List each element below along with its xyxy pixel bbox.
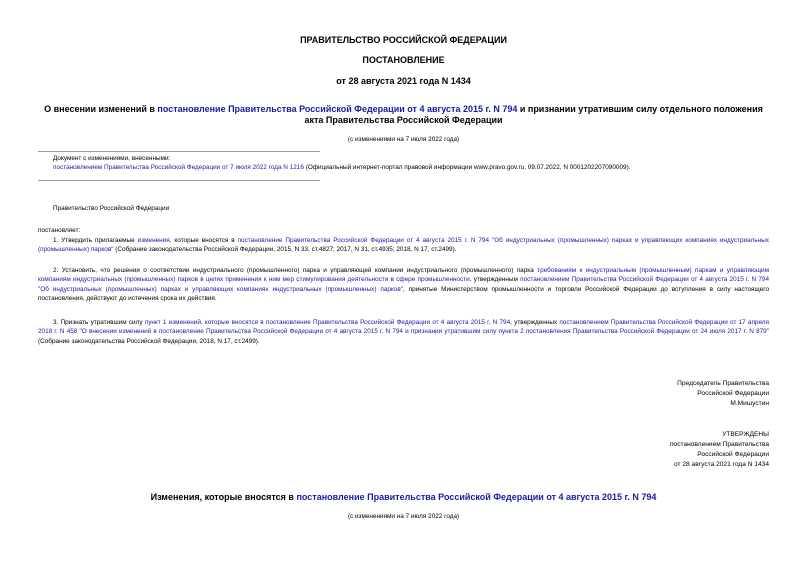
approved-line2: постановлением Правительства: [669, 441, 769, 448]
government-line: Правительство Российской Федерации: [53, 205, 170, 212]
appendix-title: [0, 492, 807, 502]
approved-line3: Российской Федерации: [697, 451, 769, 458]
authority-heading: ПРАВИТЕЛЬСТВО РОССИЙСКОЙ ФЕДЕРАЦИИ: [300, 35, 507, 45]
p2-text-e: , принятые Министерством промышленности и торговли Российской Федерации до вступления в силу настоящего постановления, действуют до истечения срока их действия.: [38, 285, 769, 303]
p3-text-e: (Собрание законодательства Российской Федерации, 2018, N 17, ст.2499).: [38, 337, 260, 345]
changes-block: [53, 154, 769, 173]
changes-line: [53, 163, 769, 172]
appendix-prefix: Изменения, которые вносятся в: [150, 492, 297, 502]
p3-link-point[interactable]: пункт 1 изменений, которые вносятся в постановление Правительства Российской Федерации от 4 августа 2015 г. N 794: [144, 319, 511, 326]
p3-text-a: 3. Признать утратившим силу: [53, 319, 145, 326]
signature-name: М.Мишустин: [730, 400, 769, 407]
p1-text-c: , которые вносятся в: [169, 237, 238, 244]
p2-link-requirements[interactable]: требованиям к индустриальным (промышленным) паркам и управляющим компаниям индустриальных (промышленных) парков в целях применения к ним мер стимулирования деятельности в сфере промышленности: [38, 267, 770, 284]
p2-text-c: , утвержденным: [469, 276, 521, 284]
changes-label: Документ с изменениями, внесенными:: [53, 155, 171, 162]
changes-suffix: (Официальный интернет-портал правовой информации www.pravo.gov.ru, 09.07.2022, N 0001202207090009).: [303, 164, 631, 172]
approved-heading: УТВЕРЖДЕНЫ: [722, 431, 769, 438]
p1-text-e: (Собрание законодательства Российской Федерации, 2015, N 33, ст.4827; 2017, N 31, ст.4935; 2018, N 17, ст.2499).: [113, 246, 457, 254]
p3-text-c: , утвержденных: [510, 319, 560, 326]
title-line2: акта Правительства Российской Федерации: [304, 115, 503, 125]
title-link[interactable]: постановление Правительства Российской Федерации от 4 августа 2015 г. N 794: [157, 104, 518, 114]
document-type-heading: ПОСТАНОВЛЕНИЕ: [362, 55, 445, 65]
resolves-line: постановляет:: [38, 227, 81, 234]
p1-text-a: 1. Утвердить прилагаемые: [53, 237, 138, 244]
signature-block: [677, 379, 769, 409]
paragraph-2: [38, 266, 769, 304]
signature-country: Российской Федерации: [697, 390, 769, 397]
p3-link-decree[interactable]: постановлением Правительства Российской Федерации от 17 апреля 2018 г. N 458 "О внесении изменений в постановление Правительства Российской Федерации от 4 августа 2015 г. N 794 и признании утратившим силу пункта 2 постановления Правительства Российской Федерации от 24 июля 2017 г. N 879": [38, 319, 769, 336]
paragraph-1: [38, 236, 769, 255]
document-date-number: от 28 августа 2021 года N 1434: [336, 76, 471, 86]
document-title: [0, 104, 807, 126]
changes-top-divider: [38, 151, 320, 152]
p2-text-a: 2. Установить, что решения о соответствии индустриального (промышленного) парка и управляющей компании индустриального (промышленного) парка: [53, 267, 538, 274]
p1-link-decree[interactable]: постановление Правительства Российской Федерации от 4 августа 2015 г. N 794 "Об индустриальных (промышленных) парках и управляющих компаниях индустриальных (промышленных) парков": [38, 237, 769, 254]
revision-note: (с изменениями на 7 июля 2022 года): [347, 136, 460, 143]
appendix-revision-note: (с изменениями на 7 июля 2022 года): [347, 513, 460, 520]
signature-title: Председатель Правительства: [677, 380, 769, 387]
title-prefix: О внесении изменений в: [44, 104, 158, 114]
p1-link-changes[interactable]: изменения: [137, 237, 170, 244]
p2-link-decree[interactable]: постановлением Правительства Российской Федерации от 4 августа 2015 г. N 794 "Об индустриальных (промышленных) парках и управляющих компаниях индустриальных (промышленных) парков": [38, 276, 770, 293]
paragraph-3: [38, 318, 769, 346]
changes-bottom-divider: [38, 180, 320, 181]
appendix-link[interactable]: постановление Правительства Российской Федерации от 4 августа 2015 г. N 794: [296, 492, 657, 502]
approved-date: от 28 августа 2021 года N 1434: [674, 461, 769, 468]
changes-link[interactable]: постановлением Правительства Российской Федерации от 7 июля 2022 года N 1216: [53, 164, 304, 172]
approved-block: [670, 430, 769, 470]
title-suffix: и признании утратившим силу отдельного положения: [517, 104, 763, 114]
